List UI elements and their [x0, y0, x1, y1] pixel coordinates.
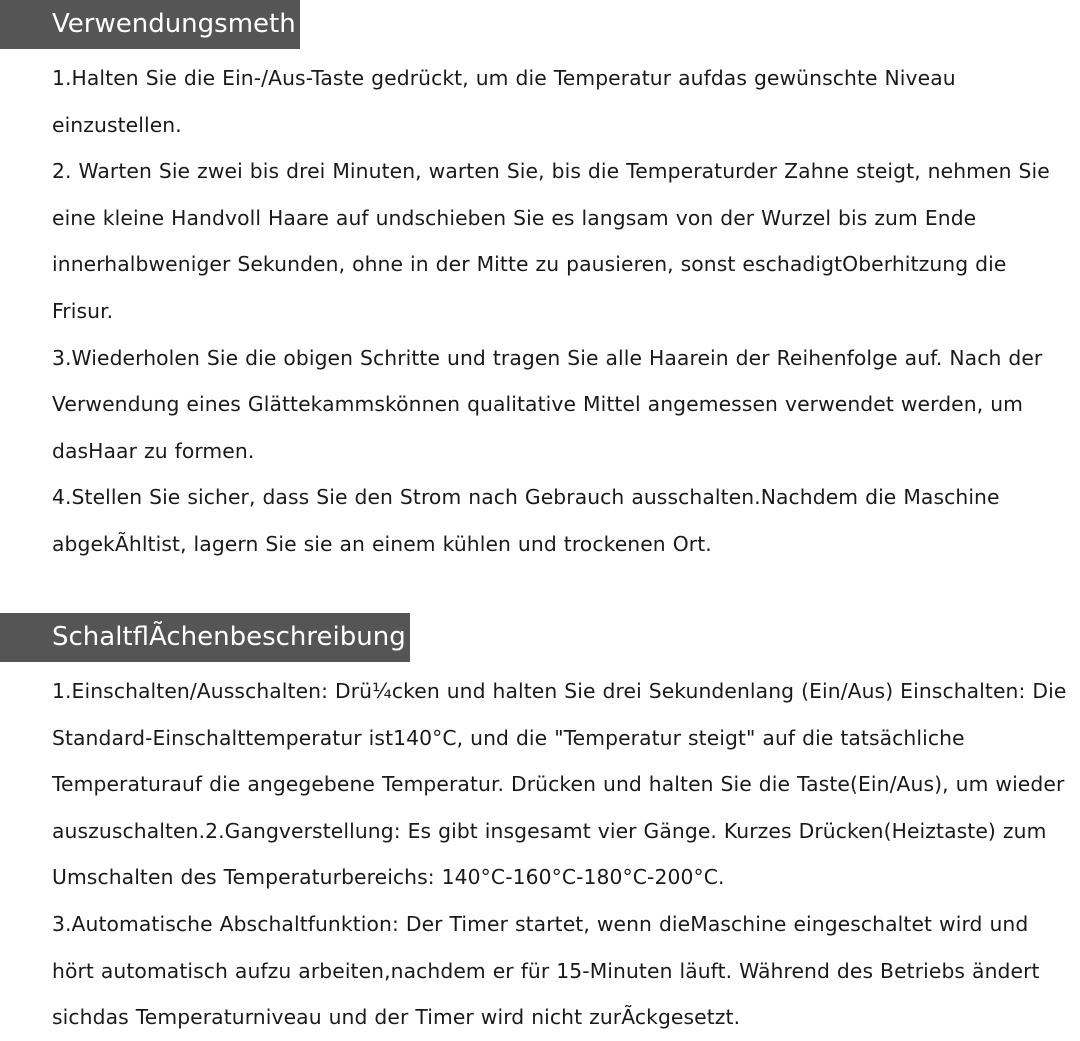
usage-heading: Verwendungsmeth [0, 0, 300, 49]
buttons-item-3: 3.Automatische Abschaltfunktion: Der Timer startet, wenn dieMaschine eingeschaltet wird und hört automatisch aufzu arbeiten,nachdem er für 15-Minuten läuft. Während des Betriebs ändert sichdas Temperaturniveau und der Timer wird nicht zurÃckgesetzt. [52, 911, 1040, 1030]
buttons-section [0, 613, 1080, 1041]
usage-step-1: 1.Halten Sie die Ein-/Aus-Taste gedrückt, um die Temperatur aufdas gewünschte Niveau einzustellen. [52, 66, 956, 137]
usage-step-4: 4.Stellen Sie sicher, dass Sie den Strom nach Gebrauch ausschalten.Nachdem die Maschine abgekÃhltist, lagern Sie sie an einem kühlen und trockenen Ort. [52, 485, 1000, 556]
usage-body [0, 49, 1074, 568]
usage-step-3: 3.Wiederholen Sie die obigen Schritte und tragen Sie alle Haarein der Reihenfolge auf. Nach der Verwendung eines Glättekammskönnen qualitative Mittel angemessen verwendet werden, um dasHaar zu formen. [52, 345, 1043, 463]
buttons-item-1-2: 1.Einschalten/Ausschalten: Drü¼cken und halten Sie drei Sekundenlang (Ein/Aus) Einschalten: Die Standard-Einschalttemperatur ist140°C, und die "Temperatur steigt" auf die tatsächliche Temperaturauf die angegebene Temperatur. Drücken und halten Sie die Taste(Ein/Aus), um wieder auszuschalten.2.Gangverstellung: Es gibt insgesamt vier Gänge. Kurzes Drücken(Heiztaste) zum Umschalten des Temperaturbereichs: 140°C-160°C-180°C-200°C. [52, 679, 1067, 890]
buttons-heading: SchaltflÃchenbeschreibung [0, 613, 410, 662]
buttons-body [0, 662, 1074, 1041]
usage-step-2: 2. Warten Sie zwei bis drei Minuten, warten Sie, bis die Temperaturder Zahne steigt, nehmen Sie eine kleine Handvoll Haare auf undschieben Sie es langsam von der Wurzel bis zum Ende innerhalbweniger Sekunden, ohne in der Mitte zu pausieren, sonst eschadigtOberhitzung die Frisur. [52, 159, 1050, 323]
